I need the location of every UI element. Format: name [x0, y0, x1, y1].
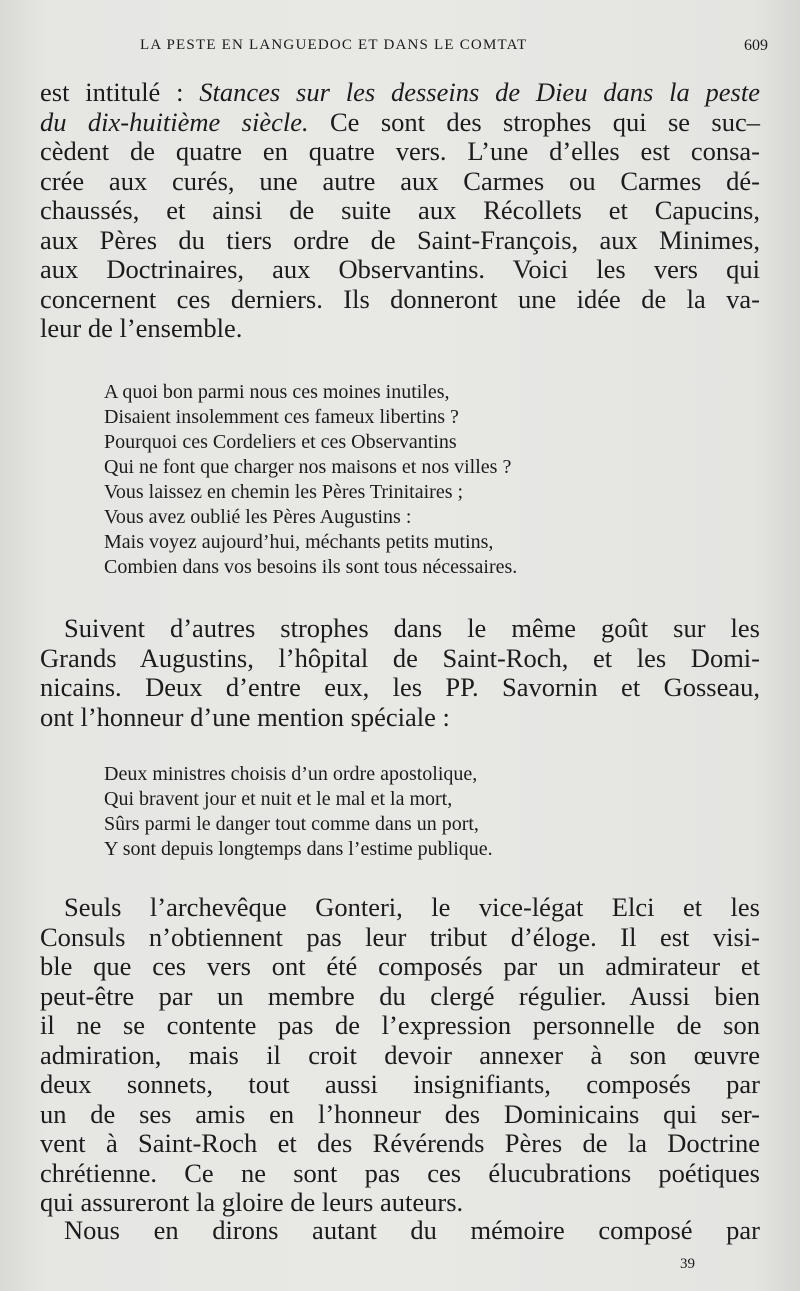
paragraph-3 — [40, 893, 760, 1218]
signature-mark: 39 — [680, 1256, 695, 1272]
text-line: peut-être par un membre du clergé régulier. Aussi bien — [40, 980, 760, 1011]
text-line: cèdent de quatre en quatre vers. L’une d’elles est consa- — [40, 136, 760, 166]
text-line: Suivent d’autres strophes dans le même goût sur les — [64, 613, 760, 643]
verse-line: Qui bravent jour et nuit et le mal et la mort, — [104, 788, 453, 810]
text-line: concernent ces derniers. Ils donneront une idée de la va- — [40, 283, 760, 314]
verse-line: Mais voyez aujourd’hui, méchants petits mutins, — [104, 531, 494, 553]
text-line: ont l’honneur d’une mention spéciale : — [40, 701, 450, 732]
page-header — [40, 37, 770, 57]
text-line: crée aux curés, une autre aux Carmes ou Carmes dé- — [40, 165, 760, 196]
text-line: nicains. Deux d’entre eux, les PP. Savornin et Gosseau, — [40, 672, 760, 702]
text-line: du dix-huitième siècle. Ce sont des strophes qui se suc– — [40, 106, 760, 137]
text-line: leur de l’ensemble. — [40, 313, 243, 343]
text-line: chrétienne. Ce ne sont pas ces élucubrations poétiques — [40, 1157, 760, 1188]
running-title: LA PESTE EN LANGUEDOC ET DANS LE COMTAT — [140, 37, 528, 53]
text-line: Seuls l’archevêque Gonteri, le vice-légat Elci et les — [64, 892, 760, 922]
verse-line: Disaient insolemment ces fameux libertins ? — [104, 406, 459, 428]
text-line: un de ses amis en l’honneur des Dominicains qui ser- — [40, 1098, 760, 1129]
text-line: chaussés, et ainsi de suite aux Récollets et Capucins, — [40, 195, 760, 225]
text-line: aux Doctrinaires, aux Observantins. Voici les vers qui — [40, 254, 760, 284]
page-number: 609 — [744, 37, 768, 54]
text-line: est intitulé : Stances sur les desseins de Dieu dans la peste — [40, 77, 760, 107]
verse-line: Vous avez oublié les Pères Augustins : — [104, 506, 412, 528]
paragraph-1 — [40, 78, 760, 344]
verse-line: Combien dans vos besoins ils sont tous nécessaires. — [104, 556, 518, 578]
verse-line: Qui ne font que charger nos maisons et nos villes ? — [104, 456, 512, 478]
verse-line: A quoi bon parmi nous ces moines inutiles, — [104, 381, 450, 403]
text-line: deux sonnets, tout aussi insignifiants, composés par — [40, 1069, 760, 1099]
text-line: Grands Augustins, l’hôpital de Saint-Roch, et les Domi- — [40, 642, 760, 673]
text-line: Nous en dirons autant du mémoire composé par — [64, 1215, 760, 1245]
verse-line: Vous laissez en chemin les Pères Trinitaires ; — [104, 481, 464, 503]
verse-stanza-1 — [104, 380, 704, 580]
text-line: aux Pères du tiers ordre de Saint-François, aux Minimes, — [40, 224, 760, 255]
paragraph-2 — [40, 614, 760, 732]
text-line: ble que ces vers ont été composés par un admirateur et — [40, 951, 760, 981]
text-line: il ne se contente pas de l’expression personnelle de son — [40, 1010, 760, 1040]
verse-line: Pourquoi ces Cordeliers et ces Observantins — [104, 431, 457, 453]
text-line: Consuls n’obtiennent pas leur tribut d’éloge. Il est visi- — [40, 921, 760, 952]
text-line: qui assureront la gloire de leurs auteurs. — [40, 1187, 464, 1217]
verse-line: Sûrs parmi le danger tout comme dans un port, — [104, 813, 479, 835]
verse-line: Y sont depuis longtemps dans l’estime publique. — [104, 838, 493, 860]
paragraph-4 — [40, 1216, 760, 1246]
verse-line: Deux ministres choisis d’un ordre apostolique, — [104, 763, 478, 785]
text-line: vent à Saint-Roch et des Révérends Pères de la Doctrine — [40, 1128, 760, 1158]
text-line: admiration, mais il croit devoir annexer à son œuvre — [40, 1039, 760, 1070]
verse-stanza-2 — [104, 762, 704, 862]
